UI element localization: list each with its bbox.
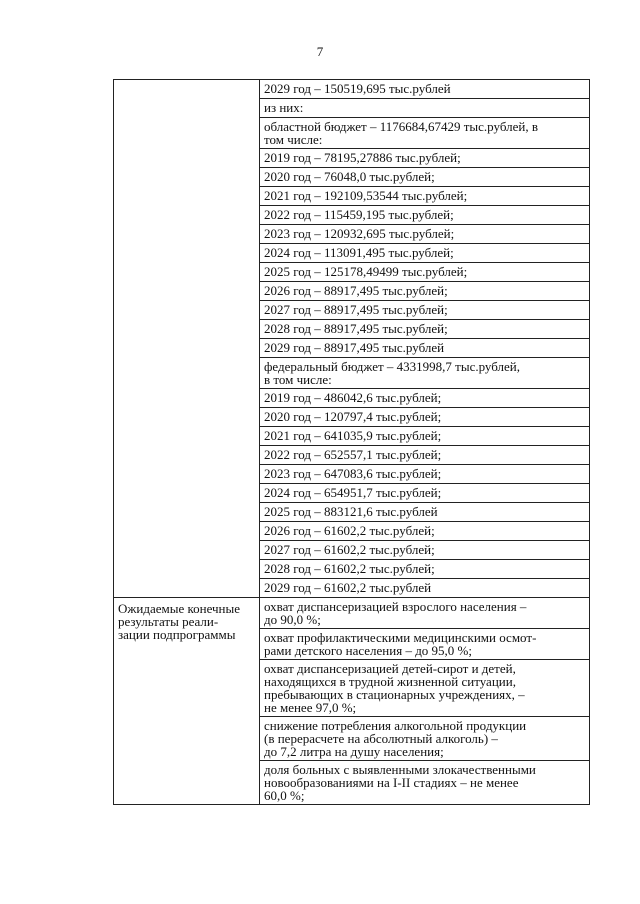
list-item: 2019 год – 78195,27886 тыс.рублей; <box>260 149 589 168</box>
list-item: 2022 год – 652557,1 тыс.рублей; <box>260 446 589 465</box>
row-label-cell <box>114 598 260 805</box>
list-item: охват диспансеризацией взрослого населения – до 90,0 %; <box>260 598 589 629</box>
list-item: федеральный бюджет – 4331998,7 тыс.рублей, в том числе: <box>260 358 589 389</box>
list-item: 2021 год – 641035,9 тыс.рублей; <box>260 427 589 446</box>
list-item: 2024 год – 654951,7 тыс.рублей; <box>260 484 589 503</box>
list-item: областной бюджет – 1176684,67429 тыс.рублей, в том числе: <box>260 118 589 149</box>
list-item: 2020 год – 120797,4 тыс.рублей; <box>260 408 589 427</box>
list-item: 2027 год – 88917,495 тыс.рублей; <box>260 301 589 320</box>
list-item: 2019 год – 486042,6 тыс.рублей; <box>260 389 589 408</box>
list-item: охват диспансеризацией детей-сирот и детей, находящихся в трудной жизненной ситуации, пребывающих в стационарных учреждениях, – не менее 97,0 %; <box>260 660 589 717</box>
passport-table <box>113 79 590 805</box>
list-item: 2028 год – 61602,2 тыс.рублей; <box>260 560 589 579</box>
row-label: Ожидаемые конечные результаты реали- зации подпрограммы <box>118 601 241 642</box>
list-item: 2026 год – 61602,2 тыс.рублей; <box>260 522 589 541</box>
table-row <box>114 80 590 598</box>
list-item: снижение потребления алкогольной продукции (в перерасчете на абсолютный алкоголь) – до 7,2 литра на душу населения; <box>260 717 589 761</box>
row-value-cell <box>260 598 590 805</box>
list-item: доля больных с выявленными злокачественными новообразованиями на I-II стадиях – не менее 60,0 %; <box>264 762 536 803</box>
list-item: 2027 год – 61602,2 тыс.рублей; <box>260 541 589 560</box>
list-item: 2021 год – 192109,53544 тыс.рублей; <box>260 187 589 206</box>
list-item: 2024 год – 113091,495 тыс.рублей; <box>260 244 589 263</box>
list-item: 2025 год – 883121,6 тыс.рублей <box>260 503 589 522</box>
list-item: 2023 год – 647083,6 тыс.рублей; <box>260 465 589 484</box>
list-item: 2028 год – 88917,495 тыс.рублей; <box>260 320 589 339</box>
list-item: 2020 год – 76048,0 тыс.рублей; <box>260 168 589 187</box>
row-label <box>114 80 259 84</box>
list-item: 2029 год – 88917,495 тыс.рублей <box>260 339 589 358</box>
list-item: 2029 год – 150519,695 тыс.рублей <box>260 80 589 99</box>
page-number: 7 <box>316 44 324 59</box>
list-item: 2025 год – 125178,49499 тыс.рублей; <box>260 263 589 282</box>
table-row <box>114 598 590 805</box>
list-item: 2026 год – 88917,495 тыс.рублей; <box>260 282 589 301</box>
list-item: из них: <box>260 99 589 118</box>
list-item: 2022 год – 115459,195 тыс.рублей; <box>260 206 589 225</box>
list-item: 2023 год – 120932,695 тыс.рублей; <box>260 225 589 244</box>
list-item: 2029 год – 61602,2 тыс.рублей <box>264 580 432 595</box>
row-value-cell <box>260 80 590 598</box>
list-item: охват профилактическими медицинскими осмот- рами детского населения – до 95,0 %; <box>260 629 589 660</box>
row-label-cell <box>114 80 260 598</box>
